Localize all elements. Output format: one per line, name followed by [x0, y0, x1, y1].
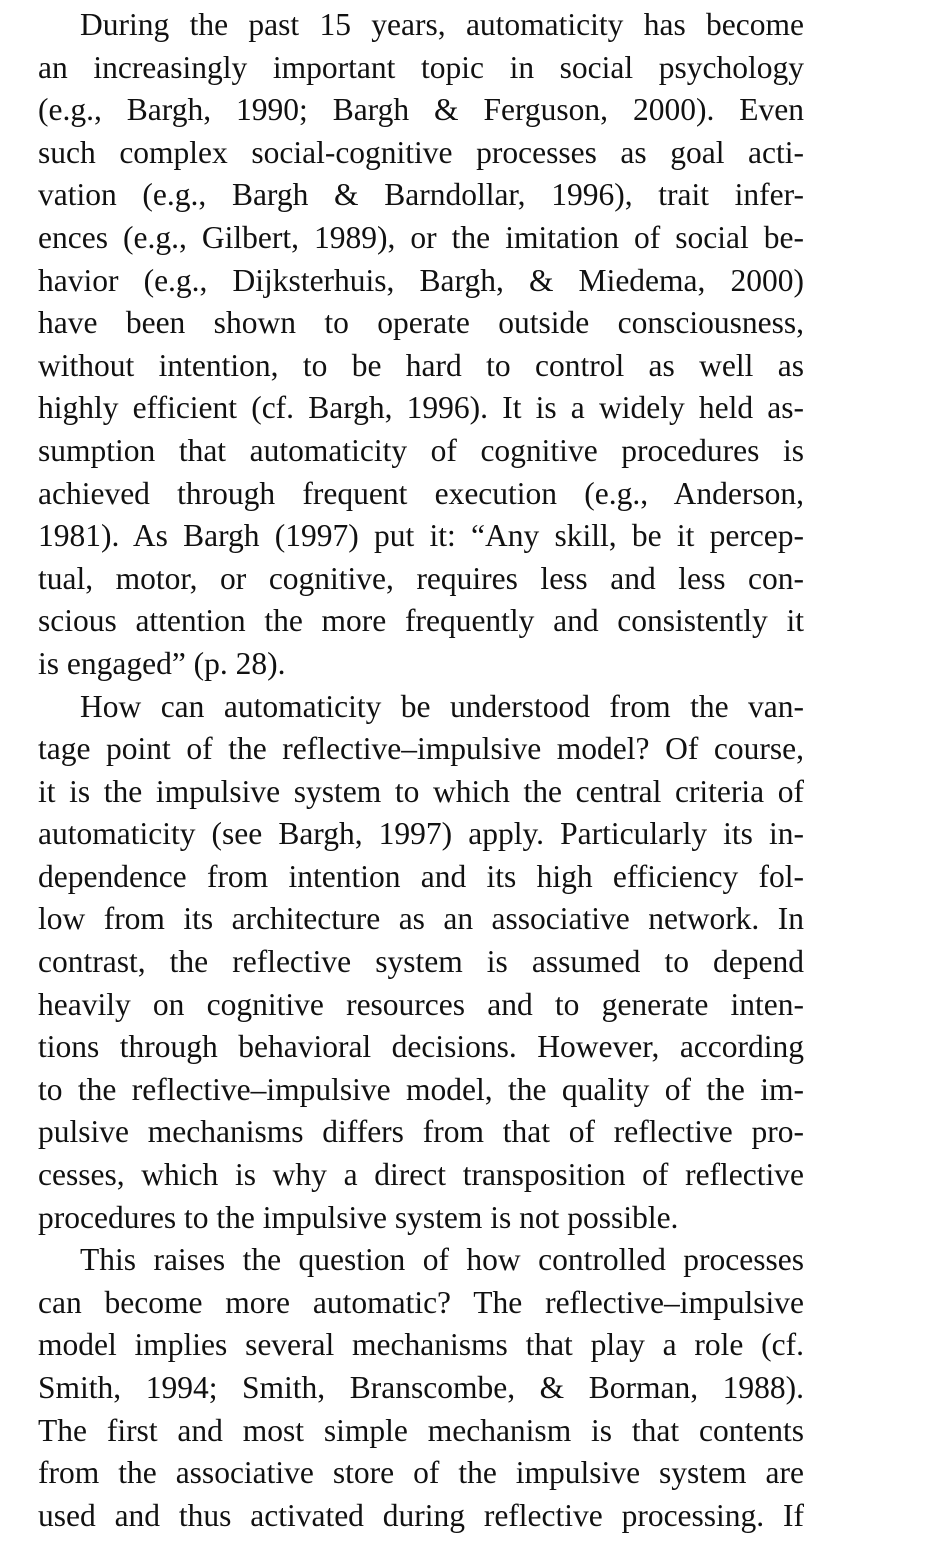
text-line: The first and most simple mechanism is that contents: [38, 1412, 804, 1448]
text-line: from the associative store of the impulsive system are: [38, 1455, 804, 1491]
text-line: contrast, the reflective system is assumed to depend: [38, 944, 804, 980]
text-line: an increasingly important topic in social psychology: [38, 49, 804, 85]
text-line: highly efficient (cf. Bargh, 1996). It is a widely held as-: [38, 390, 804, 426]
text-line: automaticity (see Bargh, 1997) apply. Particularly its in-: [38, 816, 804, 852]
text-line: such complex social-cognitive processes as goal acti-: [38, 134, 804, 170]
text-line: have been shown to operate outside consciousness,: [38, 305, 804, 341]
text-line: cesses, which is why a direct transposition of reflective: [38, 1157, 804, 1193]
text-line: ences (e.g., Gilbert, 1989), or the imitation of social be-: [38, 219, 804, 255]
text-line: sumption that automaticity of cognitive procedures is: [38, 432, 804, 468]
paragraph-3: [38, 1239, 804, 1537]
paragraph-1: [38, 4, 804, 686]
text-line: Smith, 1994; Smith, Branscombe, & Borman, 1988).: [38, 1370, 804, 1405]
text-line: tions through behavioral decisions. However, according: [38, 1029, 804, 1065]
text-line: procedures to the impulsive system is not possible.: [38, 1199, 679, 1235]
text-line: During the past 15 years, automaticity has become: [80, 7, 804, 42]
text-line: tual, motor, or cognitive, requires less and less con-: [38, 560, 804, 596]
text-line: pulsive mechanisms differs from that of reflective pro-: [38, 1114, 804, 1150]
text-line: (e.g., Bargh, 1990; Bargh & Ferguson, 2000). Even: [38, 92, 804, 128]
text-line: vation (e.g., Bargh & Barndollar, 1996), trait infer-: [38, 177, 804, 213]
article-body: [38, 4, 804, 1537]
text-line: achieved through frequent execution (e.g., Anderson,: [38, 475, 804, 511]
text-line: is engaged” (p. 28).: [38, 645, 286, 681]
text-line: low from its architecture as an associative network. In: [38, 901, 804, 937]
text-line: This raises the question of how controlled processes: [80, 1242, 804, 1278]
text-line: without intention, to be hard to control as well as: [38, 347, 804, 383]
text-line: dependence from intention and its high efficiency fol-: [38, 858, 804, 894]
text-line: heavily on cognitive resources and to generate inten-: [38, 986, 804, 1022]
text-line: How can automaticity be understood from the van-: [80, 688, 804, 724]
text-line: model implies several mechanisms that play a role (cf.: [38, 1327, 804, 1363]
text-line: to the reflective–impulsive model, the quality of the im-: [38, 1071, 804, 1107]
text-line: it is the impulsive system to which the central criteria of: [38, 773, 804, 809]
text-line: scious attention the more frequently and consistently it: [38, 603, 804, 639]
text-line: used and thus activated during reflective processing. If: [38, 1497, 804, 1533]
text-line: can become more automatic? The reflective–impulsive: [38, 1284, 804, 1320]
text-line: havior (e.g., Dijksterhuis, Bargh, & Miedema, 2000): [38, 262, 804, 298]
text-line: tage point of the reflective–impulsive model? Of course,: [38, 731, 804, 767]
paragraph-2: [38, 686, 804, 1240]
text-line: 1981). As Bargh (1997) put it: “Any skill, be it percep-: [38, 518, 804, 554]
